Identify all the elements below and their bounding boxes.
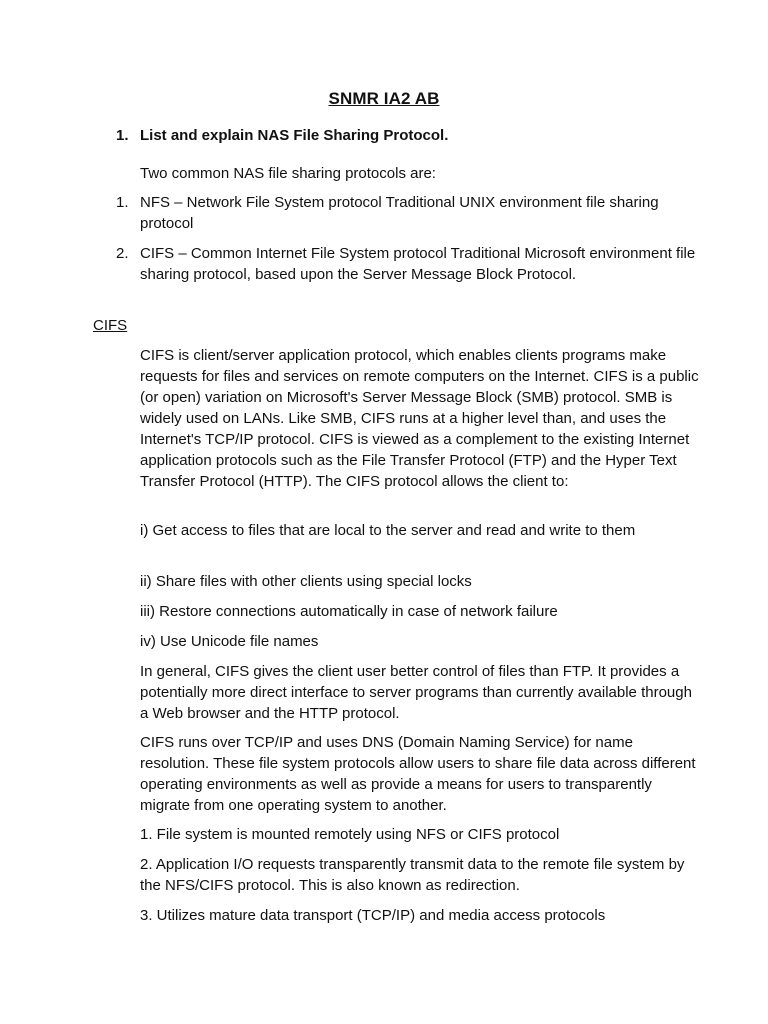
protocol-item-number: 1. [116,194,129,211]
protocol-item-cifs [116,243,706,285]
protocol-item-text: NFS – Network File System protocol Traditional UNIX environment file sharing protocol [140,194,659,232]
question-heading [116,127,448,144]
capability-item: ii) Share files with other clients using special locks [140,573,472,590]
cifs-description: CIFS is client/server application protocol, which enables clients programs make requests for files and services on remote computers on the Internet. CIFS is a public (or open) variation on Microsoft's Server Message Block (SMB) protocol. SMB is widely used on LANs. Like SMB, CIFS runs at a higher level than, and uses the Internet's TCP/IP protocol. CIFS is viewed as a complement to the existing Internet application protocols such as the File Transfer Protocol (FTP) and the Hyper Text Transfer Protocol (HTTP). The CIFS protocol allows the client to: [140,347,699,490]
capability-item: i) Get access to files that are local to the server and read and write to them [140,522,636,539]
step-item: 1. File system is mounted remotely using NFS or CIFS protocol [140,826,560,843]
capability-item: iii) Restore connections automatically in case of network failure [140,603,558,620]
section-heading-cifs: CIFS [93,317,128,334]
capability-item: iv) Use Unicode file names [140,633,319,650]
question-number: 1. [116,127,129,144]
dns-paragraph: CIFS runs over TCP/IP and uses DNS (Domain Naming Service) for name resolution. These file system protocols allow users to share file data across different operating environments as well as provide a means for users to transparently migrate from one operating system to another. [140,734,696,814]
step-item: 3. Utilizes mature data transport (TCP/IP) and media access protocols [140,907,606,924]
page-title: SNMR IA2 AB [328,89,440,108]
protocol-item-nfs [116,192,706,234]
intro-paragraph: Two common NAS file sharing protocols are: [140,165,436,182]
question-text: List and explain NAS File Sharing Protocol. [140,127,449,144]
general-paragraph: In general, CIFS gives the client user better control of files than FTP. It provides a potentially more direct interface to server programs than currently available through a Web browser and the HTTP protocol. [140,663,692,722]
protocol-item-number: 2. [116,245,129,262]
step-item: 2. Application I/O requests transparently transmit data to the remote file system by the NFS/CIFS protocol. This is also known as redirection. [140,856,685,894]
protocol-item-text: CIFS – Common Internet File System protocol Traditional Microsoft environment file sharing protocol, based upon the Server Message Block Protocol. [140,245,696,283]
